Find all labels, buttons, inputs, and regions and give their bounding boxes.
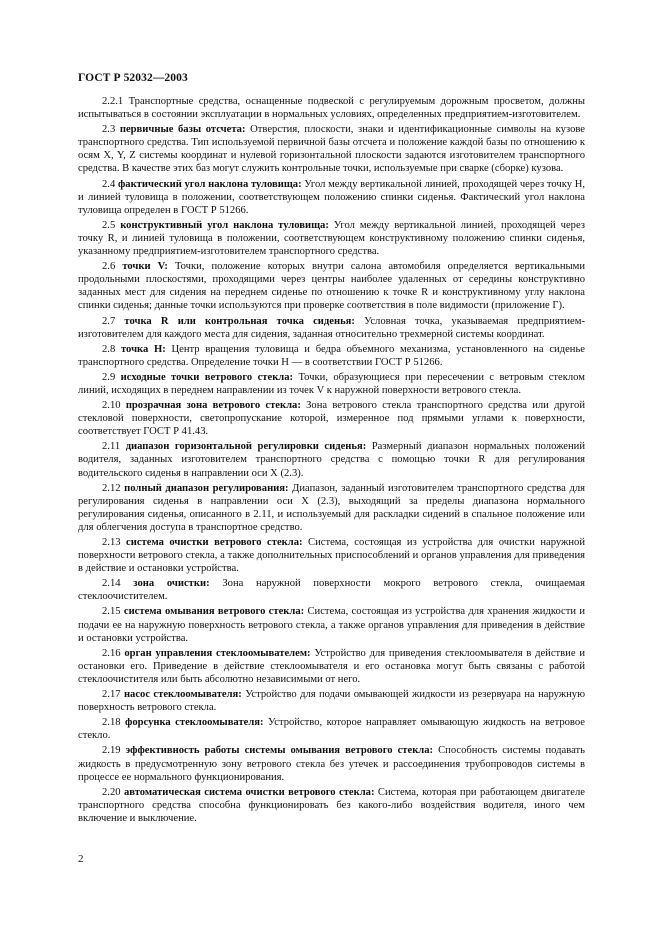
paragraph-2-16: 2.16 орган управления стеклоомывателем: Устройство для приведения стеклоомывателя в действие и остановки его. Приведение в действие стеклоомывателя и его остановка могут быть связаны с работой стеклоочистителя или быть абсолютно независимыми от него. <box>78 647 585 685</box>
page-number: 2 <box>78 853 84 865</box>
paragraph-2-3: 2.3 первичные базы отсчета: Отверстия, плоскости, знаки и идентификационные символы на кузове транспортного средства. Тип используемой первичной базы отсчета и положение каждой базы по отношению к осям X, Y, Z системы координат и нулевой горизонтальной плоскости задаются изготовителем транспортного средства. В качестве этих баз могут служить контрольные точки, используемые при сварке (сборке) кузова. <box>78 124 586 175</box>
paragraph-2-19: 2.19 эффективность работы системы омывания ветрового стекла: Способность системы подавать жидкость в предусмотренную зону ветрового стекла без утечек и рассоединения трубопроводов системы в процессе ее нормального функционирования. <box>78 745 585 783</box>
paragraph-2-6: 2.6 точки V: Точки, положение которых внутри салона автомобиля определяется вертикальными продольными плоскостями, проходящими через центры наиболее удаленных от середины конструктивно заданных мест для сидения на переднем сиденье по отношению к точке R и конструктивному углу наклона спинки сиденья; данные точки используются при проверке соответствия в поле видимости (приложение Г). <box>78 261 585 312</box>
paragraph-2-20: 2.20 автоматическая система очистки ветрового стекла: Система, которая при работающем двигателе транспортного средства способна функционировать без какого-либо воздействия водителя, иного чем включение и выключение. <box>78 786 585 824</box>
document-body <box>78 95 585 827</box>
paragraph-2-2-1: 2.2.1 Транспортные средства, оснащенные подвеской с регулируемым дорожным просветом, должны испытываться в состоянии эксплуатации в нормальных условиях, определенных предприятием-изготовителем. <box>78 96 585 121</box>
paragraph-2-13: 2.13 система очистки ветрового стекла: Система, состоящая из устройства для очистки наружной поверхности ветрового стекла, а также дополнительных приспособлений и органов управления для приведения в действие и остановки устройства. <box>78 537 586 575</box>
document-header: ГОСТ Р 52032—2003 <box>78 72 188 84</box>
paragraph-2-18: 2.18 форсунка стеклоомывателя: Устройство, которое направляет омывающую жидкость на ветровое стекло. <box>78 717 585 742</box>
paragraph-2-5: 2.5 конструктивный угол наклона туловища: Угол между вертикальной линией, проходящей через точку R, и линией туловища в положении, соответствующем конструктивному положению спинки сиденья, указанному предприятием-изготовителем транспортного средства. <box>78 219 585 258</box>
paragraph-2-8: 2.8 точка H: Центр вращения туловища и бедра объемного механизма, установленного на сиденье транспортного средства. Определение точки H — в соответствии ГОСТ Р 51266. <box>78 343 586 368</box>
paragraph-2-4: 2.4 фактический угол наклона туловища: Угол между вертикальной линией, проходящей через точку H, и линией туловища в положении, соответствующем положению спинки сиденья. Фактический угол наклона туловища определен в ГОСТ Р 51266. <box>78 178 585 216</box>
paragraph-2-9: 2.9 исходные точки ветрового стекла: Точки, образующиеся при пересечении с ветровым стеклом линий, исходящих в переднем направлении из точек V к наружной поверхности ветрового стекла. <box>78 371 585 396</box>
paragraph-2-14: 2.14 зона очистки: Зона наружной поверхности мокрого ветрового стекла, очищаемая стеклоочистителем. <box>78 578 585 603</box>
paragraph-2-17: 2.17 насос стеклоомывателя: Устройство для подачи омывающей жидкости из резервуара на наружную поверхность ветрового стекла. <box>78 689 585 714</box>
paragraph-2-11: 2.11 диапазон горизонтальной регулировки сиденья: Размерный диапазон нормальных положений водителя, заданных изготовителем транспортного средства с помощью точки R для регулирования водительского сиденья в направлении оси X (2.3). <box>78 441 585 479</box>
paragraph-2-7: 2.7 точка R или контрольная точка сиденья: Условная точка, указываемая предприятием-изготовителем для каждого места для сидения, заданная относительно трехмерной системы координат. <box>78 315 585 340</box>
paragraph-2-12: 2.12 полный диапазон регулирования: Диапазон, заданный изготовителем транспортного средства для регулирования сиденья в направлении оси X (2.3), выходящий за пределы диапазона нормального регулирования сиденья, описанного в 2.11, и используемый для раскладки сидений в спальное положение или для облегчения доступа в транспортное средство. <box>78 482 585 533</box>
paragraph-2-10: 2.10 прозрачная зона ветрового стекла: Зона ветрового стекла транспортного средства или другой стекловой поверхности, светопропускание которой, измеренное под прямыми углами к поверхности, соответствует ГОСТ Р 41.43. <box>78 400 585 438</box>
paragraph-2-15: 2.15 система омывания ветрового стекла: Система, состоящая из устройства для хранения жидкости и подачи ее на наружную поверхность ветрового стекла, а также органов управления для приведения в действие и остановки устройства. <box>78 606 586 644</box>
